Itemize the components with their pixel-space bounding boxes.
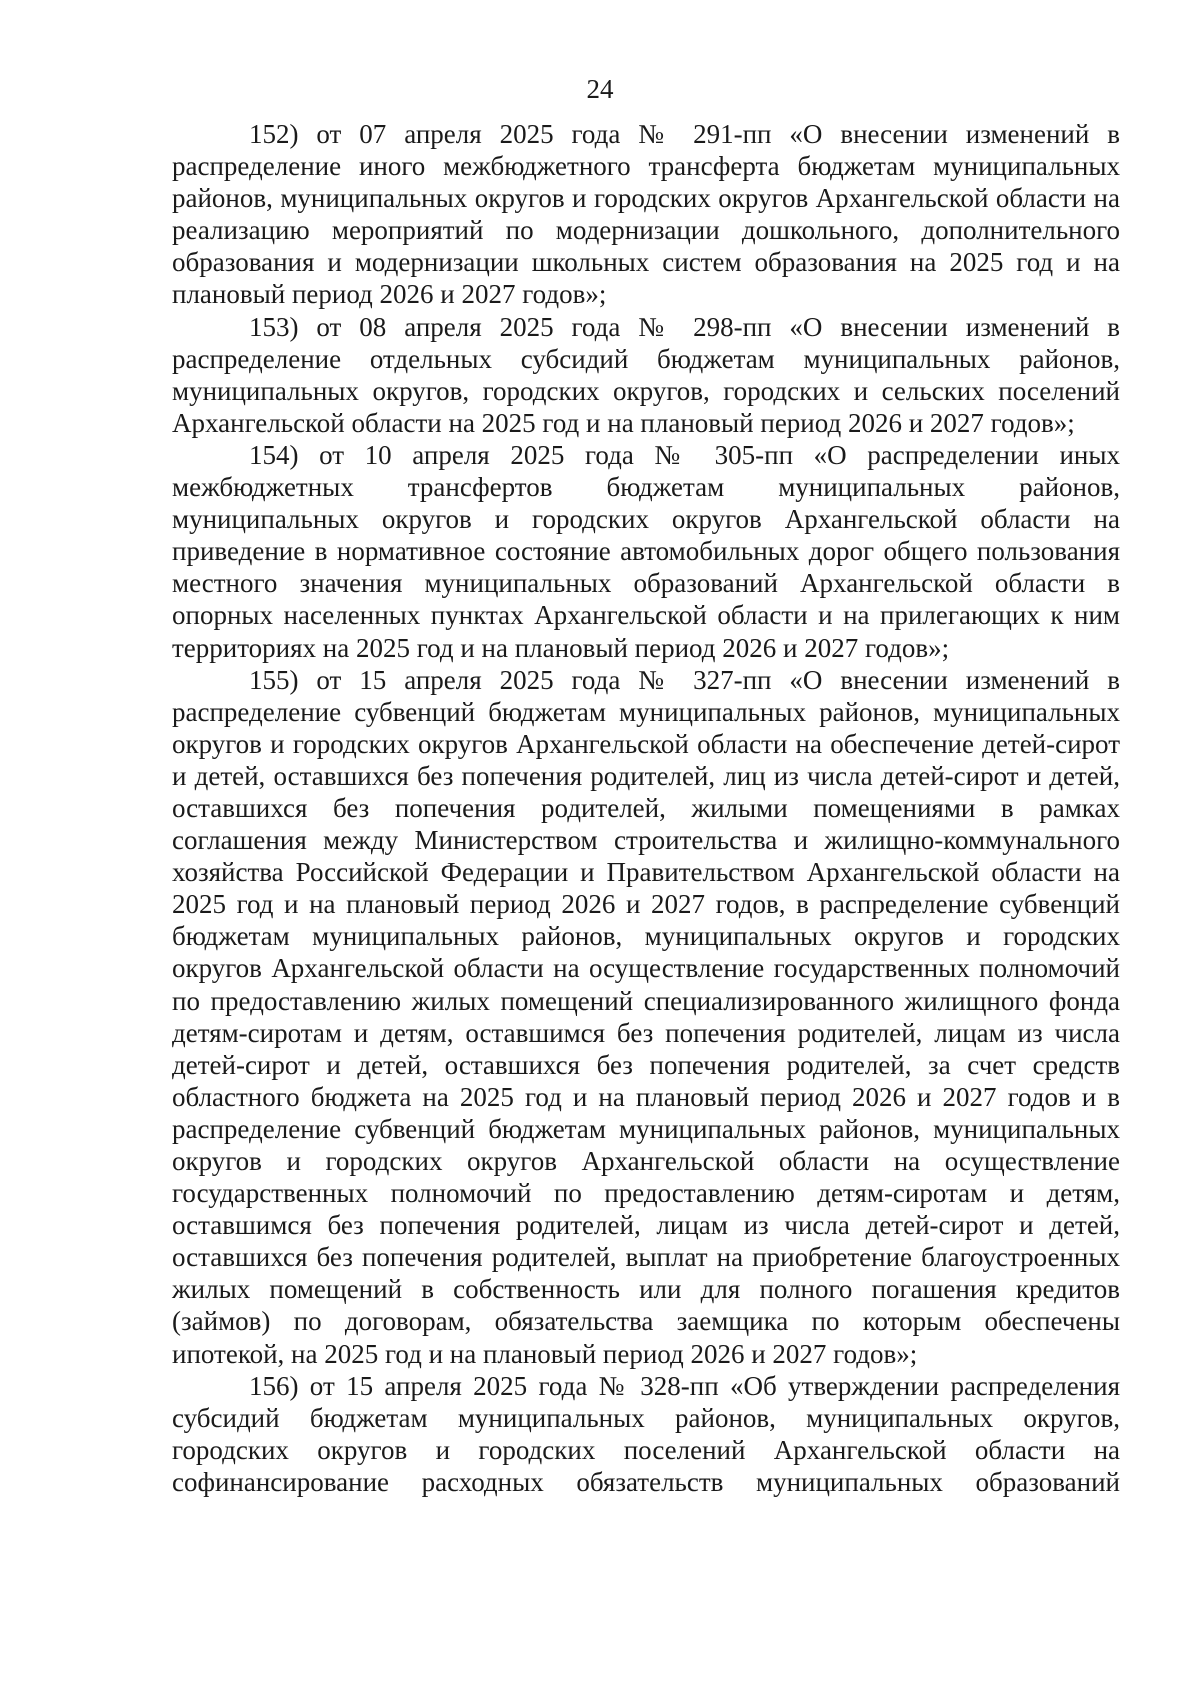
list-item-156: 156) от 15 апреля 2025 года № 328-пп «Об утверждении распределения субсидий бюджетам муниципальных районов, муниципальных округов, городских округов и городских поселений Архангельской области на софинансирование расходных обязательств муниципальных образований [172,1370,1120,1497]
list-item-155: 155) от 15 апреля 2025 года № 327-пп «О внесении изменений в распределение субвенций бюджетам муниципальных районов, муниципальных округов и городских округов Архангельской области на обеспечение детей-сирот и детей, оставшихся без попечения родителей, лиц из числа детей-сирот и детей, оставшихся без попечения родителей, жилыми помещениями в рамках соглашения между Министерством строительства и жилищно-коммунального хозяйства Российской Федерации и Правительством Архангельской области на 2025 год и на плановый период 2026 и 2027 годов, в распределение субвенций бюджетам муниципальных районов, муниципальных округов и городских округов Архангельской области на осуществление государственных полномочий по предоставлению жилых помещений специализированного жилищного фонда детям-сиротам и детям, оставшимся без попечения родителей, лицам из числа детей-сирот и детей, оставшихся без попечения родителей, за счет средств областного бюджета на 2025 год и на плановый период 2026 и 2027 годов и в распределение субвенций бюджетам муниципальных районов, муниципальных округов и городских округов Архангельской области на осуществление государственных полномочий по предоставлению детям-сиротам и детям, оставшимся без попечения родителей, лицам из числа детей-сирот и детей, оставшихся без попечения родителей, выплат на приобретение благоустроенных жилых помещений в собственность или для полного погашения кредитов (займов) по договорам, обязательства заемщика по которым обеспечены ипотекой, на 2025 год и на плановый период 2026 и 2027 годов»; [172,664,1120,1369]
page-number: 24 [586,74,614,104]
document-body [172,118,1120,1498]
list-item-152: 152) от 07 апреля 2025 года № 291-пп «О внесении изменений в распределение иного межбюджетного трансферта бюджетам муниципальных районов, муниципальных округов и городских округов Архангельской области на реализацию мероприятий по модернизации дошкольного, дополнительного образования и модернизации школьных систем образования на 2025 год и на плановый период 2026 и 2027 годов»; [172,119,1120,310]
list-item-154: 154) от 10 апреля 2025 года № 305-пп «О распределении иных межбюджетных трансфертов бюджетам муниципальных районов, муниципальных округов и городских округов Архангельской области на приведение в нормативное состояние автомобильных дорог общего пользования местного значения муниципальных образований Архангельской области в опорных населенных пунктах Архангельской области и на прилегающих к ним территориях на 2025 год и на плановый период 2026 и 2027 годов»; [172,439,1120,663]
list-item-153: 153) от 08 апреля 2025 года № 298-пп «О внесении изменений в распределение отдельных субсидий бюджетам муниципальных районов, муниципальных округов, городских округов, городских и сельских поселений Архангельской области на 2025 год и на плановый период 2026 и 2027 годов»; [172,311,1120,438]
